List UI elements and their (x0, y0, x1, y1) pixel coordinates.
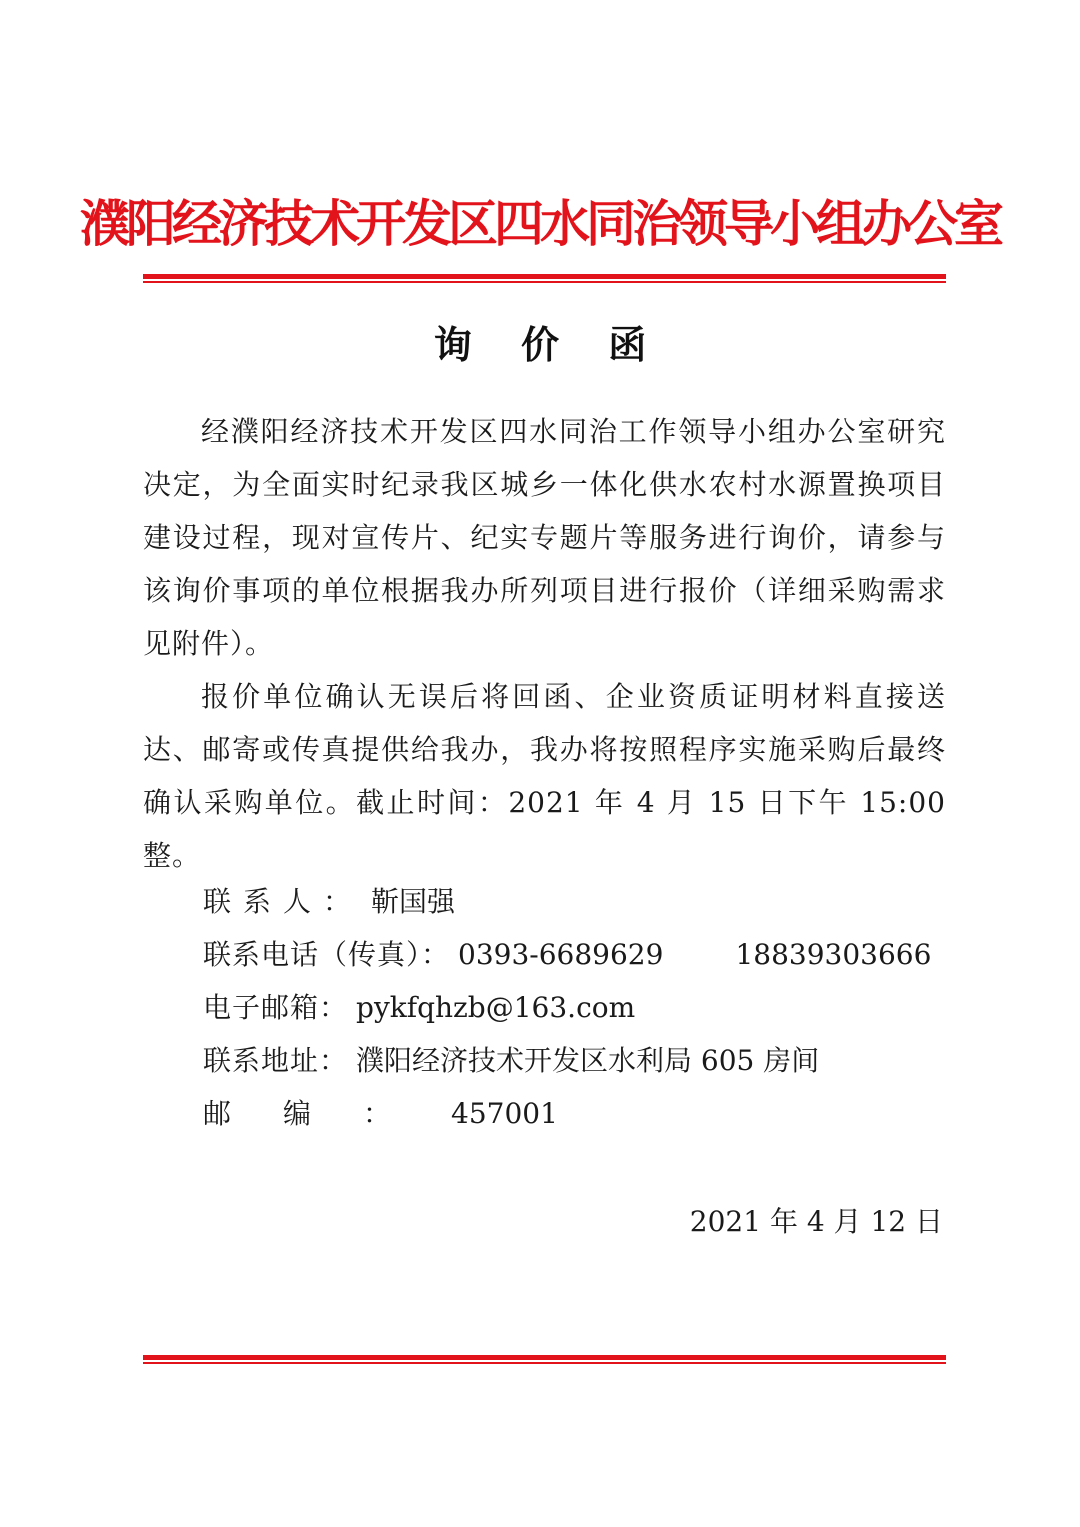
contact-postcode-value: 457001 (451, 1097, 558, 1130)
divider-thin-line (143, 281, 946, 283)
contact-postcode-label: 邮编： (203, 1097, 444, 1130)
footer-divider (143, 1355, 946, 1364)
contact-person-value: 靳国强 (371, 885, 456, 918)
contact-email-value: pykfqhzb@163.com (356, 991, 636, 1024)
footer-thick-line (143, 1355, 946, 1360)
contact-phone-value: 0393-6689629 (458, 938, 664, 971)
body-paragraph-1: 经濮阳经济技术开发区四水同治工作领导小组办公室研究决定，为全面实时纪录我区城乡一体化供水农村水源置换项目建设过程，现对宣传片、纪实专题片等服务进行询价，请参与该询价事项的单位根据我办所列项目进行报价（详细采购需求见附件）。 (143, 415, 946, 660)
document-body (143, 405, 946, 882)
document-date: 2021 年 4 月 12 日 (689, 1205, 943, 1238)
contact-email-row (203, 981, 943, 1034)
body-paragraph-2: 报价单位确认无误后将回函、企业资质证明材料直接送达、邮寄或传真提供给我办，我办将按照程序实施采购后最终确认采购单位。截止时间：2021 年 4 月 15 日下午 15:00 整。 (143, 680, 946, 872)
contact-person-label: 联系人： (203, 885, 364, 918)
contact-person-row (203, 875, 943, 928)
letterhead-divider (143, 274, 946, 283)
contact-phone-label: 联系电话（传真）： (203, 938, 451, 971)
contact-address-value: 濮阳经济技术开发区水利局 605 房间 (356, 1044, 820, 1077)
contact-phone-row (203, 928, 943, 981)
footer-thin-line (143, 1362, 946, 1364)
divider-thick-line (143, 274, 946, 279)
contact-postcode-row (203, 1087, 943, 1140)
contact-address-label: 联系地址： (203, 1044, 349, 1077)
contact-email-label: 电子邮箱： (203, 991, 349, 1024)
letterhead-org-name: 濮阳经济技术开发区四水同治领导小组办公室 (80, 195, 1000, 253)
contact-mobile-value: 18839303666 (735, 938, 932, 971)
document-title: 询 价 函 (433, 322, 665, 367)
contact-address-row (203, 1034, 943, 1087)
contact-info (203, 875, 943, 1140)
